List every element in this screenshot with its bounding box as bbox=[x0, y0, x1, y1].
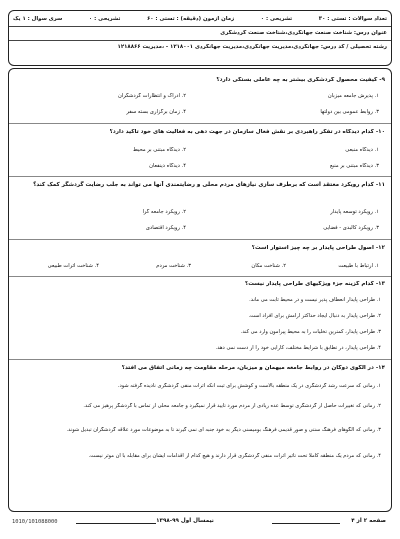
option[interactable]: ۱. طراحی پایدار انعطاف پذیر نیست و در محیط ثابت می ماند. bbox=[249, 297, 381, 303]
exam-code: 1010/101088000 bbox=[12, 519, 58, 525]
option[interactable]: ۲. شناخت مکان bbox=[251, 263, 286, 269]
option[interactable]: ۴. زمانی که مردم یک منطقه کاملا تحت تاثیر اثرات منفی گردشگری قرار دارند و هیچ کدام از اقدامات ایشان برای مقابله با آن موثر نیست. bbox=[88, 453, 381, 459]
question-text: کدام گزینه جزء ویژگیهای طراحی پایدار نیست؟ bbox=[245, 281, 374, 287]
page-number: صفحه ۲ از ۴ bbox=[351, 518, 386, 524]
option[interactable]: ۳. دیدگاه مبتنی بر منبع bbox=[329, 163, 379, 169]
question-text: کدام دیدگاه در تفکر راهبردی بر نقش فعال سازمان در جهت دهی به فعالیت های خود تاکید دارد؟ bbox=[109, 129, 374, 135]
option[interactable]: ۱. رویکرد توسعه پایدار bbox=[330, 209, 379, 215]
semester-label: نیمسال اول ۹۹-۱۳۹۸ bbox=[156, 518, 214, 524]
page-footer bbox=[8, 514, 392, 530]
footer-rule-left bbox=[76, 523, 156, 524]
option[interactable]: ۱. دیدگاه منبعی bbox=[345, 147, 379, 153]
option[interactable]: ۴. زمان برگزاری بسته سفر bbox=[126, 109, 186, 115]
footer-rule-right bbox=[272, 523, 340, 524]
option[interactable]: ۲. طراحی پایدار به دنبال ایجاد حداکثر آرامش برای افراد است. bbox=[248, 313, 381, 319]
questions-area bbox=[8, 68, 392, 512]
option[interactable]: ۴. شناخت اثرات طبیعی bbox=[47, 263, 99, 269]
option[interactable]: ۳. طراحی پایدار، کمترین تخلیات را به محیط پیرامون وارد می کند. bbox=[240, 329, 381, 335]
exam-header bbox=[8, 10, 392, 66]
header-row-counts bbox=[13, 16, 387, 23]
question-series: سری سوال : ۱ یک bbox=[13, 16, 63, 22]
option[interactable]: ۴. طراحی پایدار، در تطابق با شرایط مختلف، کارایی خود را از دست نمی دهد. bbox=[215, 345, 381, 351]
option[interactable]: ۴. دیدگاه ذینفعان bbox=[149, 163, 186, 169]
descriptive-count: تشریحی : ۰ bbox=[260, 16, 293, 22]
total-questions: تعداد سوالات : تستی : ۳۰ bbox=[318, 16, 387, 22]
option[interactable]: ۲. رویکرد جامعه گرا bbox=[142, 209, 186, 215]
question-text: اصول طراحی پایدار بر چه چیز استوار است؟ bbox=[251, 245, 374, 251]
option[interactable]: ۱. ارتباط با طبیعت bbox=[338, 263, 379, 269]
option[interactable]: ۳. شناخت مردم bbox=[156, 263, 191, 269]
option[interactable]: ۳. روابط عمومی بین دولتها bbox=[320, 109, 379, 115]
question-number: ۱۳- bbox=[375, 281, 385, 287]
option[interactable]: ۲. ادراک و انتظارات گردشگران bbox=[118, 93, 186, 99]
option[interactable]: ۲. دیدگاه مبتنی بر محیط bbox=[132, 147, 186, 153]
option[interactable]: ۱. پذیرش جامعه میزبان bbox=[327, 93, 379, 99]
question-11 bbox=[15, 181, 385, 190]
question-13 bbox=[15, 281, 385, 287]
question-number: ۱۱- bbox=[375, 182, 385, 188]
question-text: در الگوی دوگان در روابط جامعه میهمان و میزبان، مرحله مقاومت چه زمانی اتفاق می افتد؟ bbox=[121, 365, 374, 371]
question-14 bbox=[15, 365, 385, 371]
exam-time-descriptive: تشریحی : ۰ bbox=[88, 16, 121, 22]
question-10 bbox=[15, 129, 385, 135]
question-12 bbox=[15, 245, 385, 251]
exam-time: زمان آزمون (دقیقه) : تستی : ۶۰ bbox=[146, 16, 235, 22]
question-number: ۱۴- bbox=[375, 365, 385, 371]
field-of-study bbox=[13, 44, 387, 51]
course-title bbox=[13, 30, 387, 37]
question-number: ۹- bbox=[379, 77, 385, 83]
option[interactable]: ۲. زمانی که تغییرات حاصل از گردشگری توسط عده زیادی از مردم مورد تایید قرار نمیگیرد و جامعه محلی از تماس با گردشگر پرهیز می کند. bbox=[83, 403, 381, 409]
question-number: ۱۰- bbox=[375, 129, 385, 135]
option[interactable]: ۴. رویکرد اقتصادی bbox=[145, 225, 186, 231]
exam-sheet bbox=[8, 10, 392, 530]
question-number: ۱۲- bbox=[375, 245, 385, 251]
question-text: کیفیت محصول گردشگری بیشتر به چه عاملی بستگی دارد؟ bbox=[216, 77, 378, 83]
question-9 bbox=[15, 77, 385, 83]
field-text: رشته تحصیلی / کد درس: جهانگردی،مدیریت جهانگردی،مدیریت جهانگردی ۱۲۱۸۰۰۱ - ،مدیریت ۱۲۱۸۸۶۶ bbox=[117, 44, 387, 50]
option[interactable]: ۱. زمانی که سرعت رشد گردشگری در یک منطقه بالاست و کوشش برای ثبت آنکه اثرات منفی گردشگری نادیده گرفته شود. bbox=[117, 383, 381, 389]
option[interactable]: ۳. رویکرد کالبدی - فضایی bbox=[323, 225, 379, 231]
option[interactable]: ۳. زمانی که الگوهای فرهنگ سنتی و صور قدیمی فرهنگ بومیسنی دیگر به خود جنبه ای نمی گیرند تا به موضوعات مورد علاقه گردشگران تبدیل شوند. bbox=[66, 427, 381, 433]
question-text: کدام رویکرد معتقد است که برطرف سازی نیازهای مردم محلی و رضایتمندی آنها می تواند به جلب رضایت گردشگر کمک کند؟ bbox=[33, 182, 374, 188]
course-title-text: عنوان درس: شناخت صنعت جهانگردی،شناخت صنعت گردشگری bbox=[220, 30, 387, 36]
